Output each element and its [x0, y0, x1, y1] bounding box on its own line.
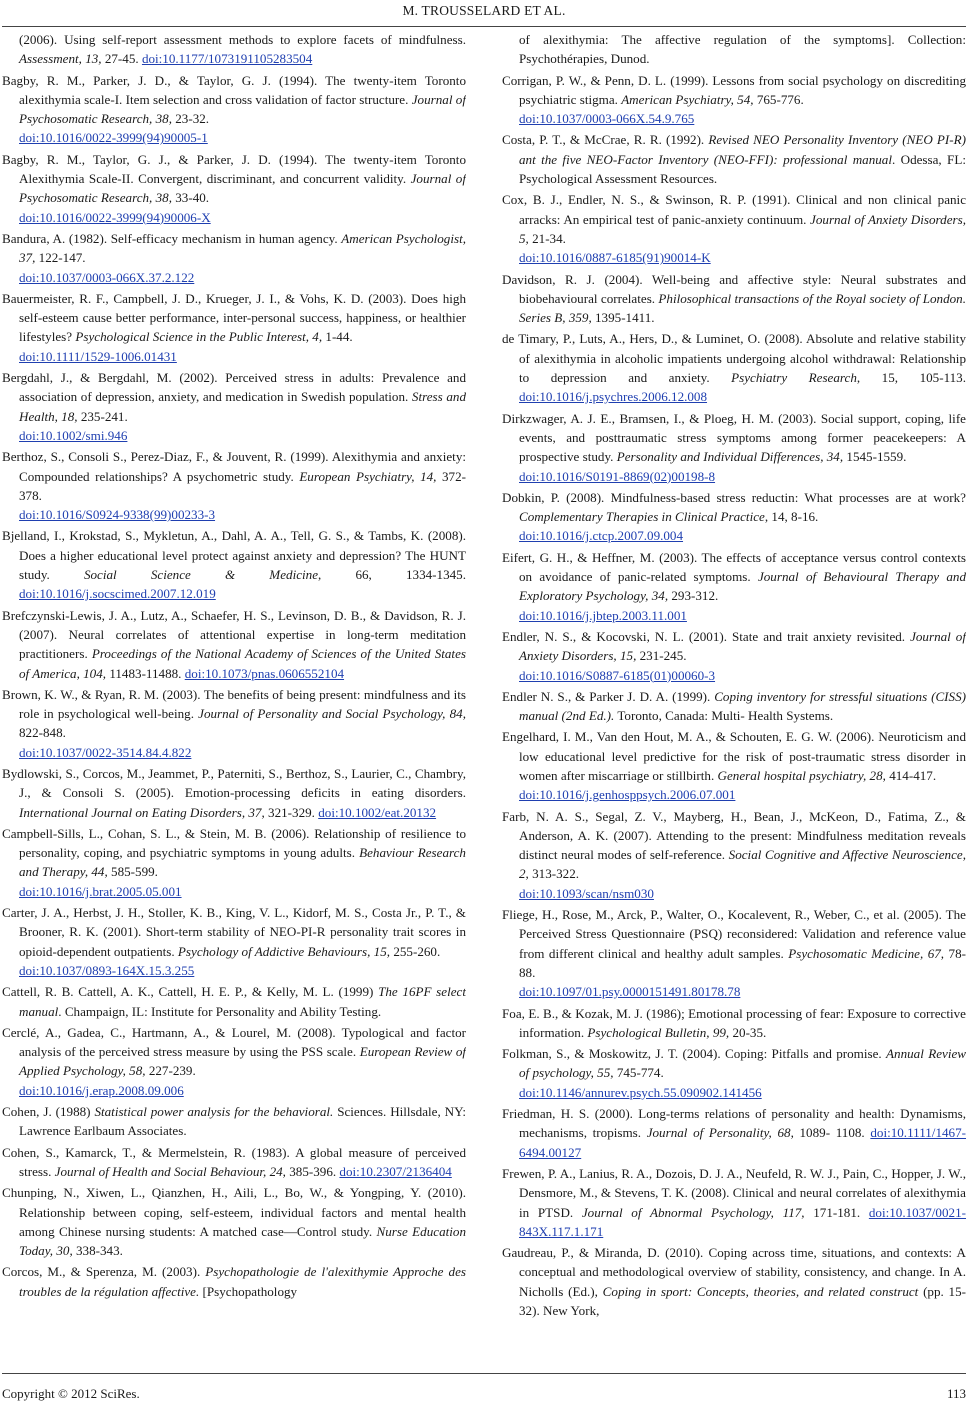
reference-source: Complementary Therapies in Clinical Practice — [519, 509, 765, 525]
reference-text: Bjelland, I., Krokstad, S., Mykletun, A., Dahl, A. A., Tell, G. S., & Tambs, K. (2008). Does a higher educational level protect against anxiety and depression? The HUNT study. — [2, 528, 466, 583]
reference-text: Farb, N. A. S., Segal, Z. V., Mayberg, H., Bean, J., McKeon, D., Fatima, Z., & Anderson, A. K. (2007). Attending to the present: Mindfulness meditation reveals distinct neural modes of self-reference. — [502, 808, 966, 863]
reference-pages: 20-35. — [729, 1024, 767, 1040]
reference-source: Psychological Bulletin, 99, — [587, 1024, 730, 1040]
reference-source: Psychiatry Research — [731, 370, 857, 386]
reference-entry — [2, 1023, 466, 1100]
reference-pages: 585-599. — [107, 864, 158, 880]
reference-source: General hospital psychiatry, 28, — [717, 767, 886, 783]
reference-pages: 23-32. — [171, 111, 210, 127]
running-head: M. TROUSSELARD ET AL. — [402, 3, 566, 18]
doi-link[interactable]: doi:10.1002/eat.20132 — [318, 804, 437, 820]
reference-source: Journal of Anxiety Disorders, 5, — [519, 211, 966, 246]
reference-text: Endler N. S., & Parker J. D. A. (1999). — [502, 688, 715, 704]
copyright-notice: Copyright © 2012 SciRes. — [2, 1386, 140, 1401]
reference-text: Dirkzwager, A. J. E., Bramsen, I., & Ploeg, H. M. (2003). Social support, coping, life events, and posttraumatic stress symptoms among former peacekeepers: A prospective study. — [502, 410, 966, 465]
reference-text: Cohen, J. (1988) — [2, 1104, 95, 1120]
reference-source: Proceedings of the National Academy of Sciences of the United States of America, 104, — [19, 646, 466, 681]
reference-pages: 293-312. — [668, 588, 719, 604]
reference-source: Psychopathologie de l'alexithymie Approche des troubles de la régulation affective. — [19, 1264, 466, 1299]
reference-entry — [502, 71, 966, 129]
reference-source: Revised NEO Personality Inventory (NEO PI-R) ant the five NEO-Factor Inventory (NEO-FFI): professional manual — [519, 132, 966, 167]
doi-link[interactable]: doi:10.1016/S0924-9338(99)00233-3 — [19, 507, 216, 523]
reference-pages: 313-322. — [528, 866, 580, 882]
reference-entry — [2, 824, 466, 901]
reference-source: Journal of Abnormal Psychology, 117, — [581, 1204, 805, 1220]
reference-text: de Timary, P., Luts, A., Hers, D., & Luminet, O. (2008). Absolute and relative stability of alexithymia in alcoholic impatients undergoing alcohol withdrawal: Relationship to depression and anxiety. — [502, 331, 966, 386]
reference-entry — [2, 685, 466, 762]
reference-pages: 78-88. — [519, 945, 966, 980]
doi-link[interactable]: doi:10.1073/pnas.0606552104 — [184, 665, 345, 681]
doi-link[interactable]: doi:10.1016/S0887-6185(01)00060-3 — [519, 667, 716, 683]
reference-text: Fliege, H., Rose, M., Arck, P., Walter, O., Kocalevent, R., Weber, C., et al. (2005). The Perceived Stress Questionnaire (PSQ) reconsidered: Validation and reference value from different clinical and healthy adult samples. — [502, 907, 966, 961]
reference-text: Chunping, N., Xiwen, L., Qianzhen, H., Aili, L., Bo, W., & Yongping, Y. (2010). Relationship between coping, self-esteem, individual factors and mental health among Chinese nursing students: A matched case—Control study. — [2, 1185, 466, 1239]
reference-entry — [502, 1104, 966, 1162]
reference-entry — [2, 289, 466, 366]
reference-pages: 1-44. — [322, 329, 353, 345]
doi-link[interactable]: doi:10.1016/j.erap.2008.09.006 — [19, 1082, 184, 1098]
reference-text: Gaudreau, P., & Miranda, D. (2010). Coping across time, situations, and contexts: A conceptual and methodological overview of stability, consistency, and change. In A. Nicholls (Ed.), — [502, 1245, 966, 1299]
reference-text: Brefczynski-Lewis, J. A., Lutz, A., Schaefer, H. S., Levinson, D. B., & Davidson, R. J. (2007). Neural correlates of attentional expertise in long-term meditation practitioners. — [2, 607, 466, 662]
doi-link[interactable]: doi:10.1016/j.ctcp.2007.09.004 — [519, 528, 684, 544]
reference-text: Cattell, R. B. Cattell, A. K., Cattell, H. E. P., & Kelly, M. L. (1999) — [2, 984, 379, 1000]
reference-pages: , 66, 1334-1345. — [318, 567, 466, 583]
reference-entry — [2, 606, 466, 683]
reference-entry — [502, 1044, 966, 1102]
reference-entry — [502, 627, 966, 685]
reference-entry — [502, 190, 966, 267]
reference-source: International Journal on Eating Disorders, 37, — [19, 804, 265, 820]
doi-link[interactable]: doi:10.1111/1529-1006.01431 — [19, 348, 177, 364]
reference-text: Bagby, R. M., Taylor, G. J., & Parker, J. D. (1994). The twenty-item Toronto Alexithymia Scale-II. Convergent, discriminant, and concurrent validity. — [2, 151, 466, 187]
doi-link[interactable]: doi:10.1016/0022-3999(94)90005-1 — [19, 130, 208, 146]
reference-pages: 372-378. — [19, 468, 466, 503]
reference-source: Social Cognitive and Affective Neuroscience, 2, — [519, 847, 966, 882]
reference-source: Behaviour Research and Therapy, 44, — [19, 845, 466, 880]
reference-text: Eifert, G. H., & Heffner, M. (2003). The effects of acceptance versus control contexts on avoidance of panic-related symptoms. — [502, 549, 966, 585]
reference-entry — [502, 548, 966, 625]
reference-entry — [2, 1262, 466, 1301]
reference-text: Cox, B. J., Endler, N. S., & Swinson, R. P. (1991). Clinical and non clinical panic arracks: An empirical test of panic-anxiety continuum. — [502, 192, 966, 227]
reference-text: Cerclé, A., Gadea, C., Hartmann, A., & Lourel, M. (2008). Typological and factor analysis of the perceived stress measure by using the PSS scale. — [2, 1024, 466, 1060]
reference-text: Campbell-Sills, L., Cohan, S. L., & Stein, M. B. (2006). Relationship of resilience to personality, coping, and psychiatric symptoms in young adults. — [2, 825, 466, 861]
doi-link[interactable]: doi:10.1037/0022-3514.84.4.822 — [19, 744, 192, 760]
reference-entry — [502, 1164, 966, 1241]
reference-entry — [2, 71, 466, 148]
reference-entry — [2, 30, 466, 69]
reference-text: Corrigan, P. W., & Penn, D. L. (1999). Lessons from social psychology on discrediting psychiatric stigma. — [502, 72, 966, 107]
reference-source: American Psychologist, 37, — [19, 230, 466, 266]
reference-entry — [2, 903, 466, 980]
reference-entry — [502, 488, 966, 546]
reference-pages: 1089- 1108. — [793, 1125, 871, 1141]
reference-source: Statistical power analysis for the behavioral. — [94, 1104, 334, 1120]
reference-entry — [502, 270, 966, 328]
reference-source: Social Science & Medicine — [83, 567, 319, 583]
reference-pages: 255-260. — [390, 943, 441, 959]
reference-source: Assessment, 13, — [19, 51, 102, 67]
reference-pages: 227-239. — [145, 1063, 196, 1079]
reference-pages: 235-241. — [77, 408, 128, 424]
reference-pages: (pp. 15-32). New York, — [519, 1283, 966, 1318]
reference-pages: 1545-1559. — [843, 449, 907, 465]
reference-text: Endler, N. S., & Kocovski, N. L. (2001). State and trait anxiety revisited. — [502, 628, 911, 644]
doi-link[interactable]: doi:10.1037/0003-066X.54.9.765 — [519, 111, 695, 127]
reference-pages: , 14, 8-16. — [764, 509, 819, 525]
reference-column-right — [502, 30, 966, 1360]
reference-text: Costa, P. T., & McCrae, R. R. (1992). — [502, 132, 709, 148]
reference-pages: 385-396. — [285, 1163, 340, 1179]
reference-text: Cohen, S., Kamarck, T., & Mermelstein, R. (1983). A global measure of perceived stress. — [2, 1144, 466, 1179]
reference-pages: 414-417. — [885, 767, 937, 783]
reference-entry — [502, 905, 966, 1001]
reference-entry — [2, 368, 466, 445]
reference-source: Journal of Psychosomatic Research, 38, — [19, 91, 466, 127]
doi-link[interactable]: doi:10.1093/scan/nsm030 — [519, 885, 654, 901]
reference-entry — [502, 727, 966, 804]
reference-text: Carter, J. A., Herbst, J. H., Stoller, K. B., King, V. L., Kidorf, M. S., Costa Jr., P. T., & Brooner, R. K. (2001). Short-term stability of NEO-PI-R personality trait scores in opioid-dependent outpatients. — [2, 905, 466, 959]
doi-link[interactable]: doi:10.1037/0003-066X.37.2.122 — [19, 269, 195, 285]
reference-column-left — [2, 30, 466, 1360]
reference-source: Coping inventory for stressful situations (CISS) manual (2nd Ed.). — [519, 688, 966, 724]
reference-source: American Psychiatry, 54, — [621, 91, 754, 107]
reference-text: Davidson, R. J. (2004). Well-being and affective style: Neural substrates and biobehavioural correlates. — [502, 271, 966, 306]
doi-link[interactable]: doi:10.1002/smi.946 — [19, 427, 128, 443]
doi-link[interactable]: doi:10.1016/j.brat.2005.05.001 — [19, 883, 182, 899]
reference-pages: 338-343. — [72, 1243, 123, 1259]
reference-source: Journal of Behavioural Therapy and Exploratory Psychology, 34, — [519, 569, 966, 604]
doi-link[interactable]: doi:10.1016/0887-6185(91)90014-K — [519, 250, 711, 266]
doi-link[interactable]: doi:10.1016/0022-3999(94)90006-X — [19, 209, 211, 225]
header-rule — [2, 26, 966, 27]
reference-source: Nurse Education Today, 30, — [19, 1223, 466, 1259]
reference-source: Journal of Health and Social Behaviour, 24, — [54, 1163, 286, 1179]
reference-entry — [2, 764, 466, 822]
reference-pages: 122-147. — [35, 250, 86, 266]
reference-source: Journal of Personality and Social Psychology, 84, — [198, 706, 466, 722]
footer-rule — [2, 1373, 966, 1374]
reference-entry — [2, 150, 466, 227]
reference-entry — [2, 1183, 466, 1260]
doi-link[interactable]: doi:10.1177/1073191105283504 — [141, 51, 313, 67]
reference-pages: 171-181. — [804, 1204, 869, 1220]
reference-pages: 21-34. — [528, 230, 566, 246]
doi-link[interactable]: doi:10.1016/j.jbtep.2003.11.001 — [519, 607, 687, 623]
doi-link[interactable]: doi:10.1016/S0191-8869(02)00198-8 — [519, 468, 716, 484]
reference-pages: 33-40. — [171, 190, 210, 206]
reference-entry — [2, 1102, 466, 1141]
reference-source: Psychology of Addictive Behaviours, 15, — [177, 943, 391, 959]
reference-text: Bergdahl, J., & Bergdahl, M. (2002). Perceived stress in adults: Prevalence and association of depression, anxiety, and medication in Swedish population. — [2, 370, 466, 405]
reference-pages: [Psychopathology — [199, 1283, 298, 1299]
reference-source: Coping in sport: Concepts, theories, and related construct — [602, 1283, 919, 1299]
reference-text: Dobkin, P. (2008). Mindfulness-based stress reductin: What processes are at work? — [502, 489, 966, 505]
reference-entry — [502, 409, 966, 486]
reference-pages: 1395-1411. — [591, 310, 655, 326]
reference-entry — [2, 526, 466, 603]
reference-entry — [2, 982, 466, 1021]
reference-source: Personality and Individual Differences, 34, — [616, 449, 844, 465]
reference-source: Journal of Psychosomatic Research, 38, — [19, 171, 466, 206]
doi-link[interactable]: doi:10.1097/01.psy.0000151491.80178.78 — [519, 984, 741, 1000]
reference-source: European Psychiatry, 14, — [299, 468, 437, 484]
reference-source: Psychological Science in the Public Interest, 4, — [75, 329, 323, 345]
doi-link[interactable]: doi:10.1037/0893-164X.15.3.255 — [19, 962, 195, 978]
reference-entry — [502, 807, 966, 903]
doi-link[interactable]: doi:10.1016/j.socscimed.2007.12.019 — [19, 586, 216, 602]
doi-link[interactable]: doi:10.1016/j.psychres.2006.12.008 — [519, 389, 708, 405]
reference-pages: . Champaign, IL: Institute for Personality and Ability Testing. — [58, 1003, 382, 1019]
reference-entry — [2, 229, 466, 287]
reference-pages: 765-776. — [753, 91, 804, 107]
reference-text: Corcos, M., & Sperenza, M. (2003). — [2, 1264, 206, 1280]
doi-link[interactable]: doi:10.2307/2136404 — [339, 1163, 452, 1179]
reference-entry — [502, 130, 966, 188]
doi-link[interactable]: doi:10.1016/j.genhosppsych.2006.07.001 — [519, 787, 736, 803]
reference-text: Berthoz, S., Consoli S., Perez-Diaz, F., & Jouvent, R. (1999). Alexithymia and anxiety: Compounded relationships? A psychometric study. — [2, 449, 466, 484]
reference-entry — [502, 329, 966, 406]
reference-source: Psychosomatic Medicine, 67, — [788, 945, 945, 961]
reference-entry — [502, 687, 966, 726]
doi-link[interactable]: doi:10.1037/0021-843X.117.1.171 — [519, 1204, 966, 1239]
reference-source: European Review of Applied Psychology, 58, — [19, 1044, 466, 1079]
reference-text: Bydlowski, S., Corcos, M., Jeammet, P., Paterniti, S., Berthoz, S., Laurier, C., Chambry, J., & Consoli S. (2005). Emotion-processing deficits in eating disorders. — [2, 765, 466, 801]
reference-text: Friedman, H. S. (2000). Long-terms relations of personality and health: Dynamisms, mechanisms, tropisms. — [502, 1106, 966, 1141]
reference-text: Bauermeister, R. F., Campbell, J. D., Krueger, J. I., & Vohs, K. D. (2003). Does high self-esteem cause better performance, inter-personal success, happiness, or healthier lifestyles? — [2, 290, 466, 345]
reference-entry — [2, 1143, 466, 1182]
reference-pages: . Odessa, FL: Psychological Assessment Resources. — [519, 151, 966, 187]
reference-pages: Toronto, Canada: Multi- Health Systems. — [614, 708, 834, 724]
reference-text: Bagby, R. M., Parker, J. D., & Taylor, G. J. (1994). The twenty-item Toronto alexithymia scale-I. Item selection and cross validation of factor structure. — [2, 72, 466, 107]
reference-pages: 822-848. — [19, 725, 66, 741]
reference-text: (2006). Using self-report assessment methods to explore facets of mindfulness. — [19, 32, 466, 47]
reference-text: Bandura, A. (1982). Self-efficacy mechanism in human agency. — [2, 230, 342, 246]
reference-pages: 231-245. — [636, 648, 687, 664]
doi-link[interactable]: doi:10.1146/annurev.psych.55.090902.141456 — [519, 1084, 762, 1100]
reference-source: Stress and Health, 18, — [19, 389, 466, 424]
reference-text: of alexithymia: The affective regulation of the symptoms]. Collection: Psychothérapies, Dunod. — [519, 32, 966, 67]
reference-pages: 745-774. — [613, 1065, 664, 1081]
doi-link[interactable]: doi:10.1111/1467-6494.00127 — [519, 1125, 966, 1160]
reference-source: Journal of Personality, 68, — [646, 1125, 794, 1141]
reference-text: Engelhard, I. M., Van den Hout, M. A., & Schouten, E. G. W. (2006). Neuroticism and low educational level predictive for the risk of post-traumatic stress disorder in women after miscarriage or stillbirth. — [502, 729, 966, 783]
reference-entry — [502, 1004, 966, 1043]
reference-pages: 321-329. — [264, 804, 319, 820]
reference-entry — [2, 447, 466, 524]
reference-source: Journal of Anxiety Disorders, 15, — [519, 628, 966, 664]
reference-source: Philosophical transactions of the Royal society of London. Series B, 359, — [519, 290, 966, 326]
reference-text: Frewen, P. A., Lanius, R. A., Dozois, D. J. A., Neufeld, R. W. J., Pain, C., Hopper, J. W., Densmore, M., & Stevens, T. K. (2008). Clinical and neural correlates of alexithymia in PTSD. — [502, 1165, 966, 1220]
reference-source: The 16PF select manual — [19, 984, 466, 1019]
reference-text: Brown, K. W., & Ryan, R. M. (2003). The benefits of being present: mindfulness and its role in psychological well-being. — [2, 686, 466, 722]
reference-pages: 27-45. — [101, 51, 142, 67]
reference-pages: 11483-11488. — [106, 665, 185, 681]
reference-text: Folkman, S., & Moskowitz, J. T. (2004). Coping: Pitfalls and promise. — [502, 1046, 887, 1062]
reference-source: Annual Review of psychology, 55, — [519, 1046, 966, 1081]
reference-entry — [502, 1243, 966, 1320]
reference-text: Foa, E. B., & Kozak, M. J. (1986); Emotional processing of fear: Exposure to corrective information. — [502, 1005, 966, 1040]
page-number: 113 — [946, 1386, 966, 1401]
reference-entry — [502, 30, 966, 69]
reference-pages: , 15, 105-113. — [856, 370, 966, 386]
reference-pages: Sciences. Hillsdale, NY: Lawrence Earlbaum Associates. — [19, 1104, 466, 1139]
